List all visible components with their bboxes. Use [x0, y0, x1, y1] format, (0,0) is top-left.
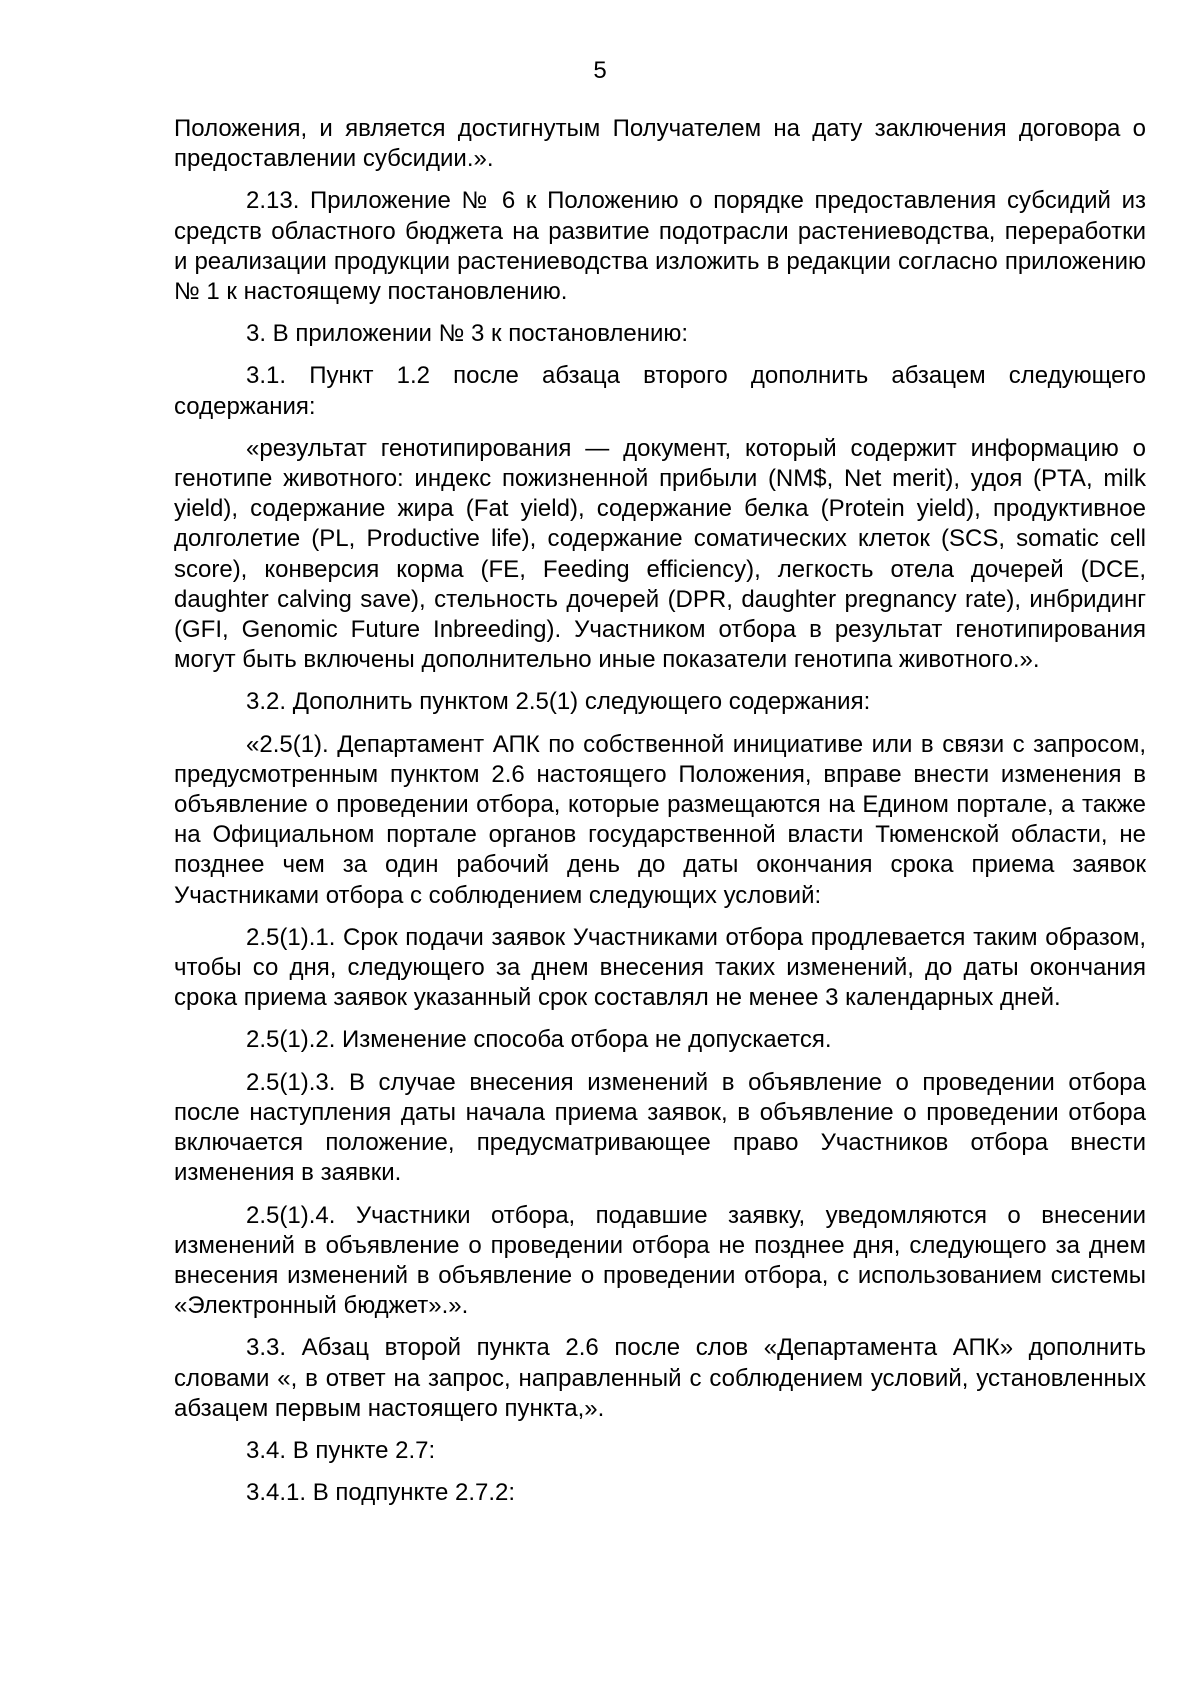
paragraph-2-13: 2.13. Приложение № 6 к Положению о порядке предоставления субсидий из средств областного бюджета на развитие подотрасли растениеводства, переработки и реализации продукции растениеводства изложить в редакции согласно приложению № 1 к настоящему постановлению. — [174, 187, 1146, 306]
paragraph-continuation: Положения, и является достигнутым Получателем на дату заключения договора о предоставлении субсидии.». — [174, 115, 1146, 173]
paragraph-2-5-1: «2.5(1). Департамент АПК по собственной инициативе или в связи с запросом, предусмотренным пунктом 2.6 настоящего Положения, вправе внести изменения в объявление о проведении отбора, которые размещаются на Едином портале, а также на Официальном портале органов государственной власти Тюменской области, не позднее чем за один рабочий день до даты окончания срока приема заявок Участниками отбора с соблюдением следующих условий: — [174, 730, 1146, 909]
page-number: 5 — [593, 57, 607, 84]
paragraph-3-4-1: 3.4.1. В подпункте 2.7.2: — [246, 1479, 516, 1507]
paragraph-3-3: 3.3. Абзац второй пункта 2.6 после слов «Департамента АПК» дополнить словами «, в ответ на запрос, направленный с соблюдением условий, установленных абзацем первым настоящего пункта,». — [174, 1334, 1146, 1422]
paragraph-2-5-1-1: 2.5(1).1. Срок подачи заявок Участниками отбора продлевается таким образом, чтобы со дня, следующего за днем внесения таких изменений, до даты окончания срока приема заявок указанный срок составлял не менее 3 календарных дней. — [174, 923, 1146, 1012]
paragraph-3-4: 3.4. В пункте 2.7: — [246, 1436, 436, 1464]
paragraph-2-5-1-3: 2.5(1).3. В случае внесения изменений в объявление о проведении отбора после наступления даты начала приема заявок, в объявление о проведении отбора включается положение, предусматривающее право Участников отбора внести изменения в заявки. — [174, 1068, 1146, 1187]
document-body — [174, 114, 1146, 1520]
paragraph-3-2: 3.2. Дополнить пунктом 2.5(1) следующего содержания: — [246, 688, 871, 716]
paragraph-genotyping-definition: «результат генотипирования — документ, который содержит информацию о генотипе животного: индекс пожизненной прибыли (NM$, Net merit), удоя (PTA, milk yield), содержание жира (Fat yield), содержание белка (Protein yield), продуктивное долголетие (PL, Productive life), содержание соматических клеток (SCS, somatic cell score), конверсия корма (FE, Feeding efficiency), легкость отела дочерей (DCE, daughter calving save), стельность дочерей (DPR, daughter pregnancy rate), инбридинг (GFI, Genomic Future Inbreeding). Участником отбора в результат генотипирования могут быть включены дополнительно иные показатели генотипа животного.». — [174, 434, 1146, 674]
paragraph-2-5-1-2: 2.5(1).2. Изменение способа отбора не допускается. — [246, 1026, 832, 1054]
paragraph-3-1: 3.1. Пункт 1.2 после абзаца второго дополнить абзацем следующего содержания: — [174, 362, 1146, 420]
paragraph-2-5-1-4: 2.5(1).4. Участники отбора, подавшие заявку, уведомляются о внесении изменений в объявление о проведении отбора не позднее дня, следующего за днем внесения изменений в объявление о проведении отбора, с использованием системы «Электронный бюджет».». — [174, 1201, 1146, 1320]
paragraph-3: 3. В приложении № 3 к постановлению: — [246, 320, 689, 348]
